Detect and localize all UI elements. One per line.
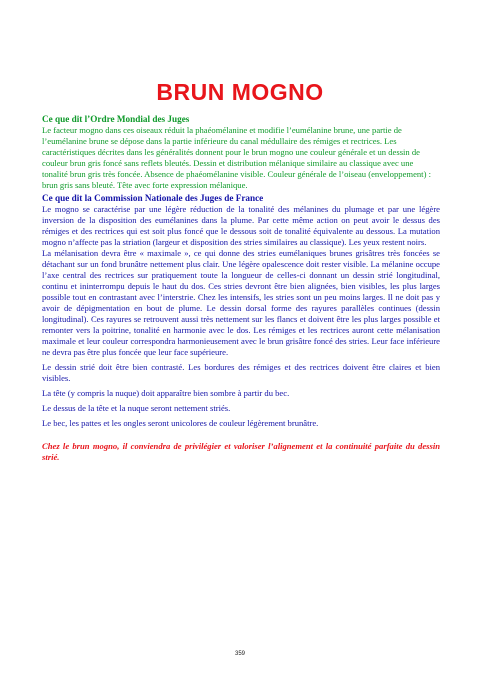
paragraph: Le mogno se caractérise par une légère réduction de la tonalité des mélanines du plumage et par une légère inversion de la disposition des eumélanines dans la plume. Par cette même action on peut avoir le dessus des rémiges et des rectrices qui est soit plus foncé que le dessous soit de tonalité équivalente au dessous. La mutation mogno n’affecte pas la striation (largeur et disposition des stries similaires au classique). Les yeux restent noirs. [42,204,440,247]
paragraph: Le dessus de la tête et la nuque seront nettement striés. [42,403,231,413]
highlight-note: Chez le brun mogno, il conviendra de privilégier et valoriser l’alignement et la continuité parfaite du dessin strié. [42,441,440,462]
section-heading-world-order: Ce que dit l’Ordre Mondial des Juges [42,114,190,124]
section-heading-national-commission: Ce que dit la Commission Nationale des Juges de France [42,193,264,203]
page-number: 359 [234,651,245,657]
paragraph: La mélanisation devra être « maximale », ce qui donne des stries eumélaniques brunes grisâtres très foncées se détachant sur un fond brunâtre nettement plus clair. Une légère opalescence doit rester visible. La mélanine occupe l’axe central des rectrices sur pratiquement toute la longueur de celles-ci donnant un dessin strié longitudinal, continu et ininterrompu depuis le haut du dos. Ces stries devront être bien alignées, bien visibles, les plus larges possible tout en contrastant avec l’interstrie. Chez les intensifs, les stries sont un peu moins larges. Il ne doit pas y avoir de dépigmentation en bout de plume. Le dessin dorsal forme des rayures parallèles continues (dessin longitudinal). Ces rayures se retrouvent aussi très nettement sur les flancs et doivent être les plus larges possible et remonter vers la poitrine, tonalité en harmonie avec le dos. Les rémiges et les rectrices auront cette mélanisation maximale et leur couleur correspondra harmonieusement avec le brun grisâtre foncé des stries. Leur face inférieure ne devra pas être plus foncée que leur face supérieure. [42,248,440,357]
section-body-world-order: Le facteur mogno dans ces oiseaux réduit la phaéomélanine et modifie l’eumélanine brune, une partie de l’eumélanine brune se dépose dans la partie inférieure du canal médullaire des rémiges et rectrices. Les caractéristiques décrites dans les généralités donnent pour le brun mogno une couleur générale et un dessin de couleur brun gris foncé sans reflets bleutés. Dessin et distribution mélanique similaire au classique avec une tonalité brun gris très foncée. Absence de phaéomélanine visible. Couleur générale de l’oiseau (enveloppement) : brun gris sans bleuté. Tête avec forte expression mélanique. [42,125,431,190]
section-world-order [42,114,440,191]
section-national-commission [42,193,440,463]
paragraph: La tête (y compris la nuque) doit apparaître bien sombre à partir du bec. [42,388,290,398]
paragraph: Le dessin strié doit être bien contrasté. Les bordures des rémiges et des rectrices doivent être claires et bien visibles. [42,362,440,383]
paragraph: Le bec, les pattes et les ongles seront unicolores de couleur légèrement brunâtre. [42,418,319,428]
page-title: BRUN MOGNO [156,79,324,105]
